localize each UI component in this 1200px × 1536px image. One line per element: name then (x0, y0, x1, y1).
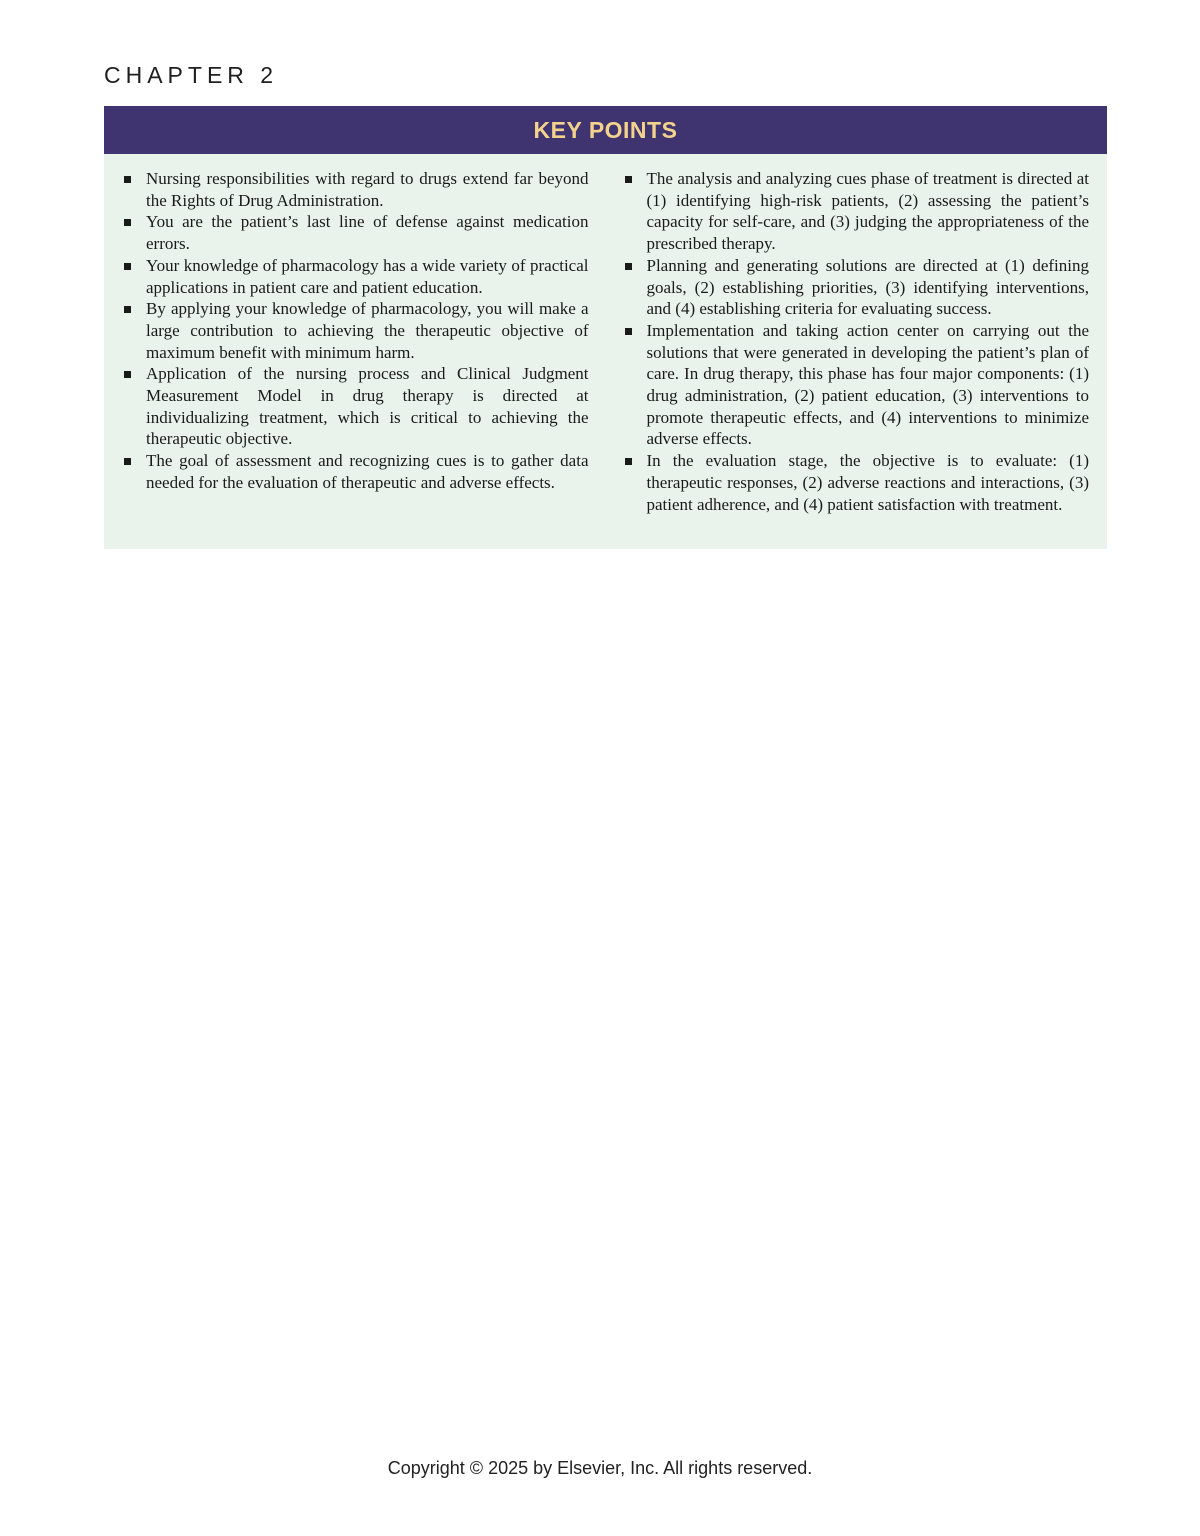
key-point-text: You are the patient’s last line of defense against medication errors. (146, 212, 589, 254)
key-point-text: In the evaluation stage, the objective is to evaluate: (1) therapeutic responses, (2) adverse reactions and interactions, (3) patient adherence, and (4) patient satisfaction with treatment. (646, 451, 1089, 514)
key-point-item (122, 298, 589, 363)
key-points-header (104, 106, 1107, 154)
square-bullet-icon (122, 450, 146, 493)
key-points-title: KEY POINTS (533, 116, 678, 143)
square-bullet-icon (122, 363, 146, 450)
key-point-item (122, 363, 589, 450)
key-point-text: Planning and generating solutions are directed at (1) defining goals, (2) establishing priorities, (3) identifying interventions, and (4) establishing criteria for evaluating success. (646, 255, 1089, 319)
key-point-text: The analysis and analyzing cues phase of treatment is directed at (1) identifying high-risk patients, (2) assessing the patient’s capacity for self-care, and (3) judging the appropriateness of the prescribed therapy. (646, 169, 1089, 254)
key-point-text: Nursing responsibilities with regard to drugs extend far beyond the Rights of Drug Administration. (146, 169, 589, 210)
square-bullet-icon (122, 298, 146, 363)
key-points-right-column (623, 168, 1090, 515)
key-point-item (623, 255, 1090, 320)
key-point-item (122, 255, 589, 298)
key-point-text: The goal of assessment and recognizing cues is to gather data needed for the evaluation of therapeutic and adverse effects. (146, 451, 589, 492)
key-point-text: Application of the nursing process and Clinical Judgment Measurement Model in drug therapy is directed at individualizing treatment, which is critical to achieving the therapeutic objective. (146, 364, 589, 449)
square-bullet-icon (623, 168, 647, 255)
chapter-heading: CHAPTER 2 (104, 62, 279, 88)
key-point-item (623, 450, 1090, 515)
key-point-text: Implementation and taking action center on carrying out the solutions that were generated in developing the patient’s plan of care. In drug therapy, this phase has four major components: (1) drug administration, (2) patient education, (3) interventions to promote therapeutic effects, and (4) interventions to minimize adverse effects. (646, 320, 1089, 449)
key-points-columns (104, 154, 1107, 515)
square-bullet-icon (623, 450, 647, 515)
square-bullet-icon (623, 320, 647, 450)
key-point-text: Your knowledge of pharmacology has a wide variety of practical applications in patient care and patient education. (146, 255, 589, 297)
key-points-left-column (122, 168, 589, 515)
key-points-box (104, 106, 1107, 549)
key-point-item (623, 168, 1090, 255)
square-bullet-icon (623, 255, 647, 320)
key-point-text: By applying your knowledge of pharmacology, you will make a large contribution to achieving the therapeutic objective of maximum benefit with minimum harm. (146, 299, 589, 362)
key-point-item (122, 450, 589, 493)
key-point-item (122, 168, 589, 211)
copyright-notice: Copyright © 2025 by Elsevier, Inc. All rights reserved. (387, 1458, 813, 1478)
square-bullet-icon (122, 255, 146, 298)
key-point-item (623, 320, 1090, 450)
square-bullet-icon (122, 211, 146, 254)
square-bullet-icon (122, 168, 146, 211)
key-point-item (122, 211, 589, 254)
